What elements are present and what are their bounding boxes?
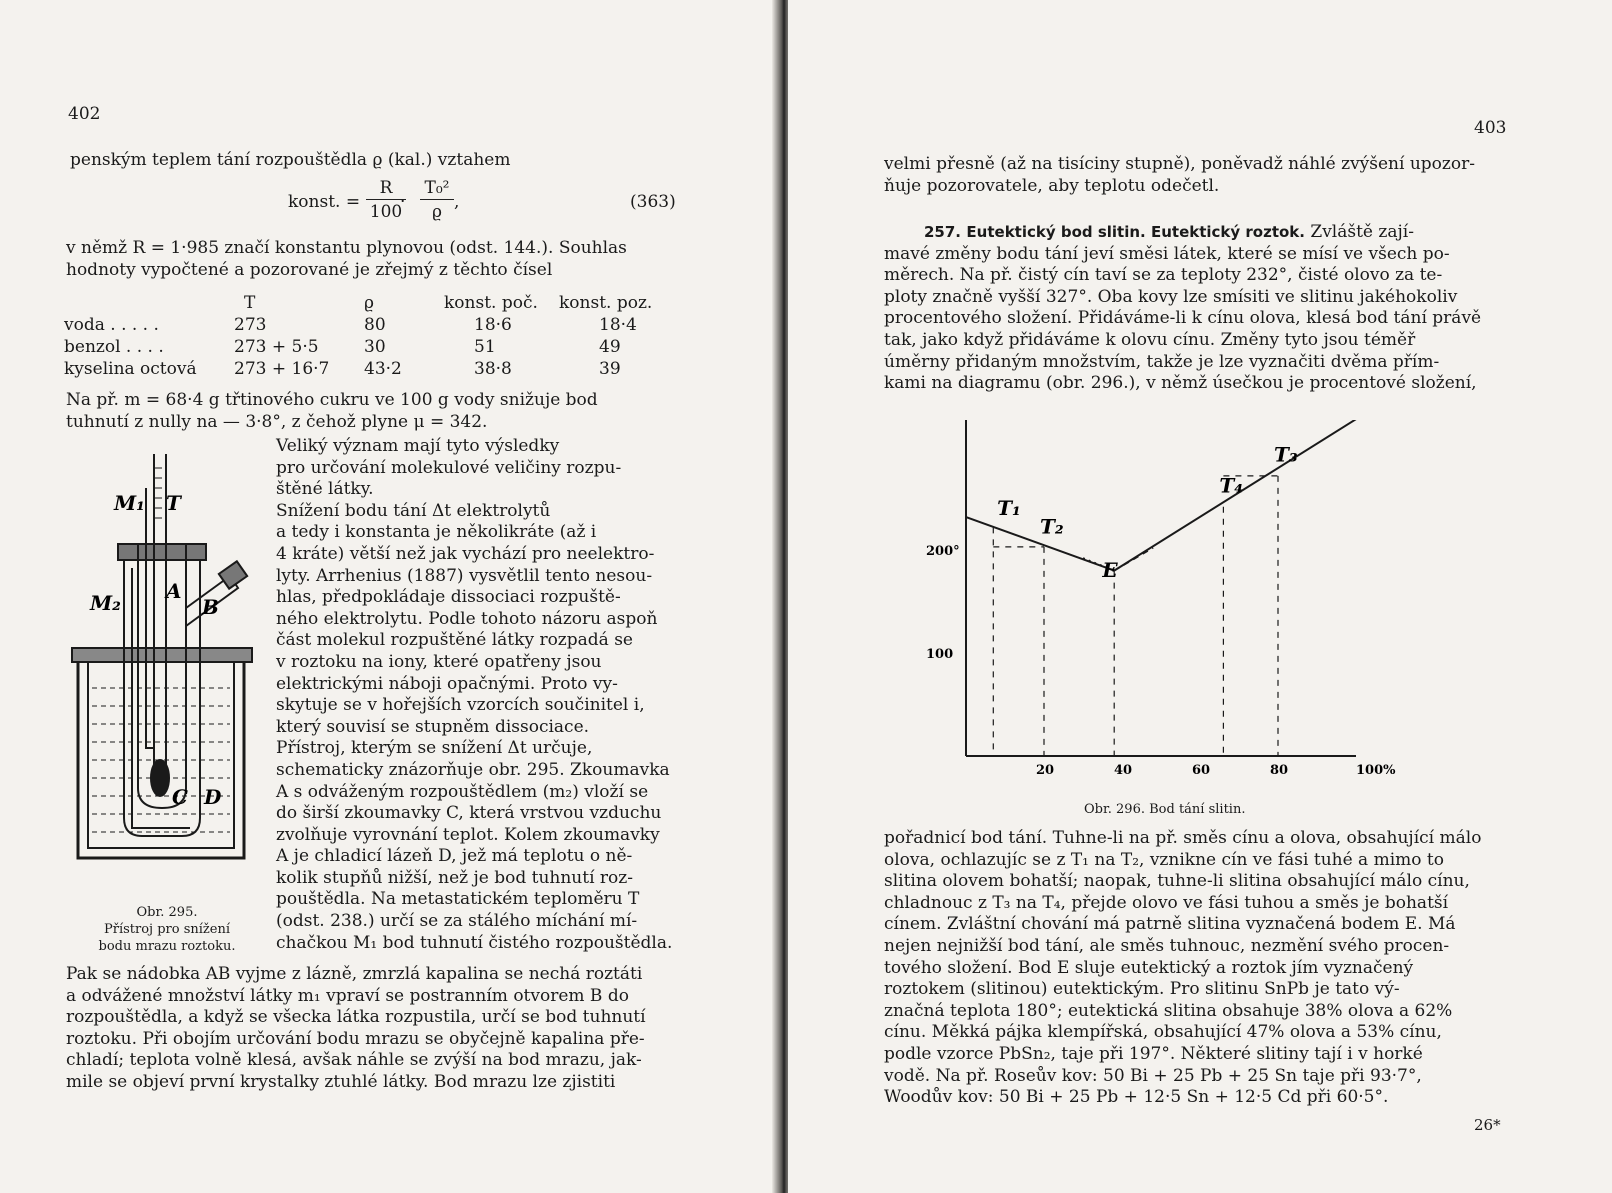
text-line: kami na diagramu (obr. 296.), v němž úsečkou je procentové složení, [884, 373, 1477, 394]
apparatus-figure [62, 448, 272, 888]
caption-line: Přístroj pro snížení [104, 922, 230, 937]
text-line: v němž R = 1·985 značí konstantu plynovou (odst. 144.). Souhlas [66, 238, 627, 258]
formula-tail: , [454, 192, 460, 212]
table-cell: kyselina octová [64, 359, 197, 379]
text-line: procentového složení. Přidáváme-li k cínu olova, klesá bod tání právě [884, 308, 1482, 329]
text-line: zvolňuje vyrovnání teplot. Kolem zkoumavky [276, 824, 660, 845]
after-formula-text [66, 238, 678, 281]
left-page [0, 0, 780, 1193]
y-tick-label: 200° [926, 544, 960, 559]
point-label: T₄ [1219, 473, 1244, 498]
text-line: měrech. Na př. čistý cín taví se za teploty 232°, čisté olovo za te- [884, 265, 1443, 286]
text-line: značná teplota 180°; eutektická slitina obsahuje 38% olova a 62% [884, 1000, 1453, 1021]
table-cell: 49 [599, 337, 621, 357]
caption-line: Obr. 295. [136, 905, 198, 920]
label-t: T [166, 491, 181, 515]
text-line: který souvisí se stupněm dissociace. [276, 716, 590, 737]
x-tick-label: 80 [1270, 763, 1289, 778]
text-line: Snížení bodu tání Δt elektrolytů [276, 500, 551, 521]
section-number: 257. [924, 223, 962, 241]
x-tick-label: 20 [1036, 763, 1055, 778]
full-width-text [66, 964, 678, 1094]
text-line: hodnoty vypočtené a pozorované je zřejmý z těchto čísel [66, 259, 553, 280]
table-cell: 51 [474, 337, 496, 357]
x-tick-label: 60 [1192, 763, 1211, 778]
text-line: a odvážené množství látky m₁ vpraví se postranním otvorem B do [66, 985, 629, 1006]
table-row [64, 314, 674, 336]
text-line: vodě. Na př. Roseův kov: 50 Bi + 25 Pb + 25 Sn taje při 93·7°, [884, 1065, 1422, 1086]
text-line: schematicky znázorňuje obr. 295. Zkoumavka [276, 759, 670, 780]
caption-line: bodu mrazu roztoku. [98, 939, 236, 954]
text-line: pořadnicí bod tání. Tuhne-li na př. směs cínu a olova, obsahující málo [884, 828, 1482, 848]
text-line: Zvláště zají- [1304, 222, 1414, 242]
label-a: A [166, 579, 182, 603]
table-cell: 39 [599, 359, 621, 379]
column-text [276, 436, 680, 954]
table-cell: benzol . . . . [64, 337, 164, 357]
text-line: podle vzorce PbSn₂, taje při 197°. Některé slitiny tají i v horké [884, 1043, 1423, 1064]
text-line: ploty značně vyšší 327°. Oba kovy lze smísiti ve slitinu jakéhokoliv [884, 286, 1458, 307]
label-m2: M₂ [90, 591, 121, 615]
formula-den2: ϱ [432, 202, 442, 222]
text-line: kolik stupňů nižší, než je bod tuhnutí roz- [276, 867, 633, 888]
text-line: skytuje se v hořejších vzorcích součinitel i, [276, 695, 645, 716]
text-line: A je chladicí lázeň D, jež má teplotu o ně- [276, 846, 633, 867]
text-line: elektrickými náboji opačnými. Proto vy- [276, 673, 618, 694]
melting-point-chart [908, 420, 1428, 800]
text-line: hlas, předpokládaje dissociaci rozpuště- [276, 587, 621, 608]
text-line: velmi přesně (až na tisíciny stupně), poněvadž náhlé zvýšení upozor- [884, 154, 1475, 174]
text-line: a tedy i konstanta je několikráte (až i [276, 522, 597, 543]
text-line: slitina olovem bohatší; naopak, tuhne-li slitina obsahující málo cínu, [884, 871, 1470, 892]
label-b: B [202, 595, 219, 619]
text-line: tak, jako když přidáváme k olovu cínu. Změny tyto jsou téměř [884, 329, 1416, 350]
intro-line: penským teplem tání rozpouštědla ϱ (kal.) vztahem [70, 150, 511, 170]
text-line: Veliký význam mají tyto výsledky [276, 436, 560, 456]
page-number: 402 [68, 104, 101, 124]
table-cell: 80 [364, 315, 386, 335]
section-title: Eutektický bod slitin. Eutektický roztok. [966, 223, 1305, 241]
text-line: mavé změny bodu tání jeví směsi látek, které se mísí ve všech po- [884, 243, 1450, 264]
text-line: tuhnutí z nully na — 3·8°, z čehož plyne μ = 342. [66, 411, 488, 432]
text-line: rozpouštědla, a když se všecka látka rozpustila, určí se bod tuhnutí [66, 1007, 646, 1028]
text-line: tového složení. Bod E sluje eutektický a roztok jím vyznačený [884, 957, 1414, 978]
text-line: Na př. m = 68·4 g třtinového cukru ve 100 g vody snižuje bod [66, 390, 598, 410]
x-tick-label: 40 [1114, 763, 1133, 778]
point-label: T₁ [997, 496, 1021, 521]
text-line: cínu. Měkká pájka klempířská, obsahující 47% olova a 53% cínu, [884, 1022, 1442, 1043]
bottom-text [884, 828, 1498, 1109]
text-line: v roztoku na iony, které opatřeny jsou [276, 651, 602, 672]
text-line: ného elektrolytu. Podle tohoto názoru aspoň [276, 608, 658, 629]
text-line: štěné látky. [276, 479, 374, 500]
text-line: Pak se nádobka AB vyjme z lázně, zmrzlá kapalina se nechá roztáti [66, 964, 643, 984]
table-header-cell [64, 292, 234, 314]
text-line: chačkou M₁ bod tuhnutí čistého rozpouštědla. [276, 932, 673, 953]
section-257 [884, 222, 1498, 395]
table-cell: 30 [364, 337, 386, 357]
formula-363 [288, 178, 688, 228]
values-table [64, 292, 674, 380]
label-c: C [172, 785, 188, 809]
table-cell: 273 + 5·5 [234, 337, 319, 357]
example-text [66, 390, 678, 433]
section-heading-line [884, 222, 1498, 244]
text-line: olova, ochlazujíc se z T₁ na T₂, vznikne cín ve fási tuhé a mimo to [884, 849, 1444, 870]
text-line: cínem. Zvláštní chování má patrně slitina vyznačená bodem E. Má [884, 914, 1456, 935]
point-label: T₂ [1040, 514, 1064, 539]
table-cell: 273 [234, 315, 267, 335]
top-text [884, 154, 1498, 197]
label-m1: M₁ [114, 491, 145, 515]
text-line: chladí; teplota volně klesá, avšak náhle se zvýší na bod mrazu, jak- [66, 1050, 642, 1071]
text-line: mile se objeví první krystalky ztuhlé látky. Bod mrazu lze zjistiti [66, 1071, 616, 1092]
table-cell: voda . . . . . [64, 315, 159, 335]
table-row [64, 336, 674, 358]
text-line: Přístroj, kterým se snížení Δt určuje, [276, 738, 593, 759]
table-header-cell: konst. poz. [559, 293, 653, 313]
text-line: ňuje pozorovatele, aby teplotu odečetl. [884, 175, 1220, 196]
equation-number: (363) [630, 192, 676, 212]
table-cell: 38·8 [474, 359, 512, 379]
text-line: (odst. 238.) určí se za stálého míchání mí- [276, 911, 638, 932]
text-line: nejen nejnižší bod tání, ale směs tuhnouc, nezmění svého procen- [884, 935, 1450, 956]
table-cell: 273 + 16·7 [234, 359, 330, 379]
figure-296-caption: Obr. 296. Bod tání slitin. [1084, 802, 1246, 817]
table-cell: 18·6 [474, 315, 512, 335]
table-header-cell: T [244, 293, 256, 313]
formula-num1: R [379, 178, 393, 198]
text-line: úměrny přidaným množstvím, takže je lze vyznačiti dvěma přím- [884, 351, 1440, 372]
text-line: část molekul rozpuštěné látky rozpadá se [276, 630, 633, 651]
text-line: A s odváženým rozpouštědlem (m₂) vloží se [276, 781, 649, 802]
table-cell: 18·4 [599, 315, 637, 335]
figure-295-caption [62, 904, 272, 955]
text-line: roztokem (slitinou) eutektickým. Pro slitinu SnPb je tato vý- [884, 979, 1400, 1000]
text-line: pouštědla. Na metastatickém teploměru T [276, 889, 640, 910]
signature-mark: 26* [1474, 1116, 1501, 1134]
formula-lhs: konst. = [288, 192, 361, 212]
point-label: E [1102, 557, 1118, 582]
y-tick-label: 100 [926, 647, 954, 662]
table-header-cell: konst. poč. [444, 293, 538, 313]
formula-dot: · [400, 192, 406, 212]
text-line: do širší zkoumavky C, která vrstvou vzduchu [276, 803, 662, 824]
right-page [788, 0, 1612, 1193]
formula-num2: T₀² [424, 178, 450, 198]
page-number: 403 [1474, 118, 1507, 138]
table-header-cell: ϱ [364, 293, 374, 313]
text-line: roztoku. Při obojím určování bodu mrazu se obyčejně kapalina pře- [66, 1028, 645, 1049]
point-label: T₃ [1274, 442, 1298, 467]
text-line: 4 kráte) větší než jak vychází pro neelektro- [276, 543, 655, 564]
table-cell: 43·2 [364, 359, 402, 379]
formula-den1: 100 [369, 202, 403, 222]
text-line: lyty. Arrhenius (1887) vysvětlil tento nesou- [276, 565, 653, 586]
x-tick-label: 100% [1356, 763, 1396, 778]
table-row [64, 358, 674, 380]
text-line: chladnouc z T₃ na T₄, přejde olovo ve fási tuhou a směs je bohatší [884, 892, 1449, 913]
text-line: Woodův kov: 50 Bi + 25 Pb + 12·5 Sn + 12·5 Cd při 60·5°. [884, 1087, 1389, 1108]
text-line: pro určování molekulové veličiny rozpu- [276, 457, 622, 478]
label-d: D [204, 785, 222, 809]
table-header-row [64, 292, 674, 314]
